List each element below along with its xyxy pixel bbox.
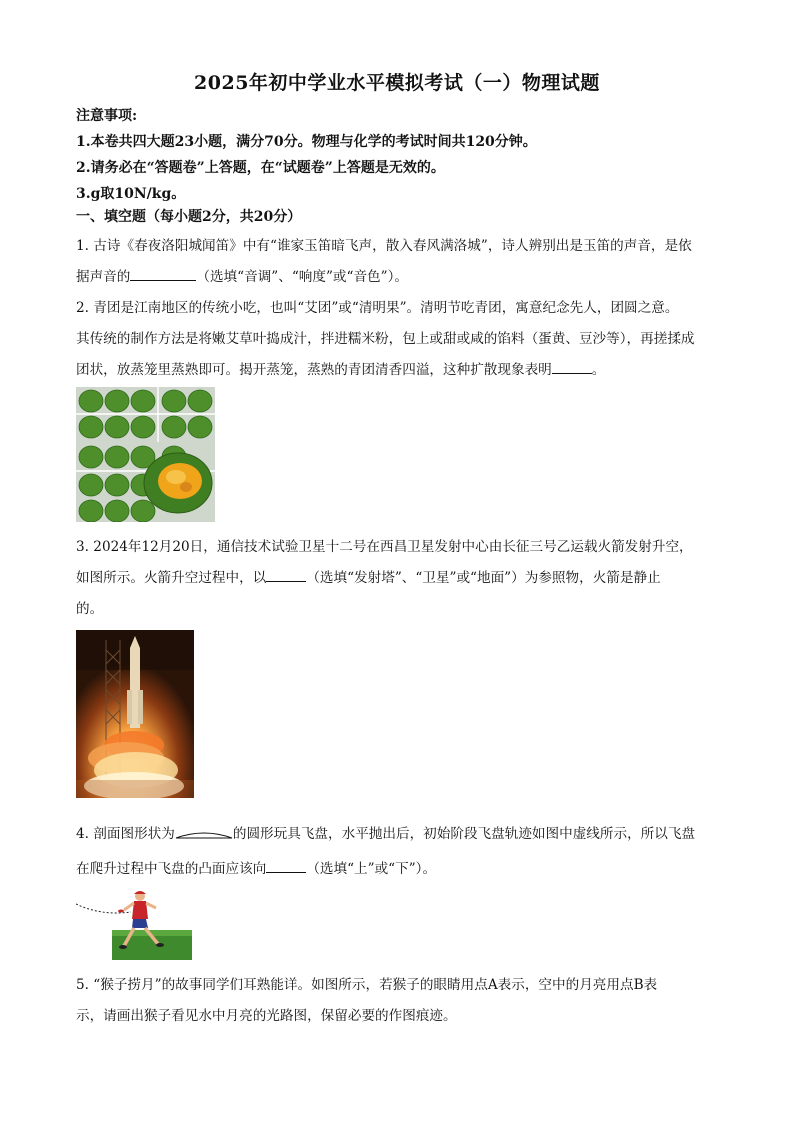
q4-text-after-blank: （选填“上”或“下”）。: [306, 861, 437, 877]
notice-item-3: 3.g取10N/kg。: [76, 186, 186, 202]
q3-text-before-blank: 如图所示。火箭升空过程中，以: [76, 570, 267, 586]
q3-line-2: [76, 566, 661, 586]
frisbee-cross-section-icon: [175, 830, 233, 840]
q2-text-before-blank: 团状，放蒸笼里蒸熟即可。揭开蒸笼，蒸熟的青团清香四溢，这种扩散现象表明: [76, 362, 552, 378]
q1-line-1: 1. 古诗《春夜洛阳城闻笛》中有“谁家玉笛暗飞声，散入春风满洛城”，诗人辨别出是玉笛的声音，是依: [76, 238, 692, 254]
qingtuan-image: [76, 387, 215, 522]
q4-text-before-disc: 4. 剖面图形状为: [76, 826, 175, 842]
q2-line-2: 其传统的制作方法是将嫩艾草叶捣成汁，拌进糯米粉，包上或甜或咸的馅料（蛋黄、豆沙等），再搓揉成: [76, 331, 695, 347]
q3-answer-blank: [266, 569, 306, 582]
rocket-launch-photo: [76, 630, 194, 798]
q3-line-3: 的。: [76, 601, 104, 617]
q1-answer-blank: [130, 268, 196, 281]
q4-line-2: [76, 857, 436, 877]
q2-answer-blank: [552, 361, 592, 374]
q2-line-3: [76, 358, 605, 378]
notice-heading: 注意事项:: [76, 108, 138, 124]
q4-line-1: [76, 822, 695, 842]
q4-answer-blank: [266, 860, 306, 873]
q2-text-after-blank: 。: [591, 362, 606, 378]
frisbee-thrower-illustration: [76, 886, 192, 960]
notice-item-2: 2.请务必在“答题卷”上答题，在“试题卷”上答题是无效的。: [76, 160, 445, 176]
q1-line-2: [76, 265, 408, 285]
q5-line-1: 5. “猴子捞月”的故事同学们耳熟能详。如图所示，若猴子的眼睛用点A表示，空中的月亮用点B表: [76, 977, 658, 993]
frisbee-thrower-image: [76, 886, 192, 960]
q1-text-after-blank: （选填“音调”、“响度”或“音色”）。: [196, 269, 408, 285]
q4-text-after-disc: 的圆形玩具飞盘，水平抛出后，初始阶段飞盘轨迹如图中虚线所示，所以飞盘: [232, 826, 696, 842]
q3-line-1: 3. 2024年12月20日，通信技术试验卫星十二号在西昌卫星发射中心由长征三号乙运载火箭发射升空，: [76, 539, 693, 555]
q3-text-after-blank: （选填“发射塔”、“卫星”或“地面”）为参照物，火箭是静止: [306, 570, 661, 586]
rocket-image: [76, 630, 194, 798]
qingtuan-photo: [76, 387, 215, 522]
q1-text-before-blank: 据声音的: [76, 269, 131, 285]
q4-text-before-blank: 在爬升过程中飞盘的凸面应该向: [76, 861, 267, 877]
section-1-heading: 一、填空题（每小题2分，共20分）: [76, 209, 302, 225]
notice-item-1: 1.本卷共四大题23小题，满分70分。物理与化学的考试时间共120分钟。: [76, 134, 537, 150]
page-title: 2025年初中学业水平模拟考试（一）物理试题: [194, 72, 600, 94]
q5-line-2: 示，请画出猴子看见水中月亮的光路图，保留必要的作图痕迹。: [76, 1008, 457, 1024]
q2-line-1: 2. 青团是江南地区的传统小吃，也叫“艾团”或“清明果”。清明节吃青团，寓意纪念先人，团圆之意。: [76, 300, 679, 316]
